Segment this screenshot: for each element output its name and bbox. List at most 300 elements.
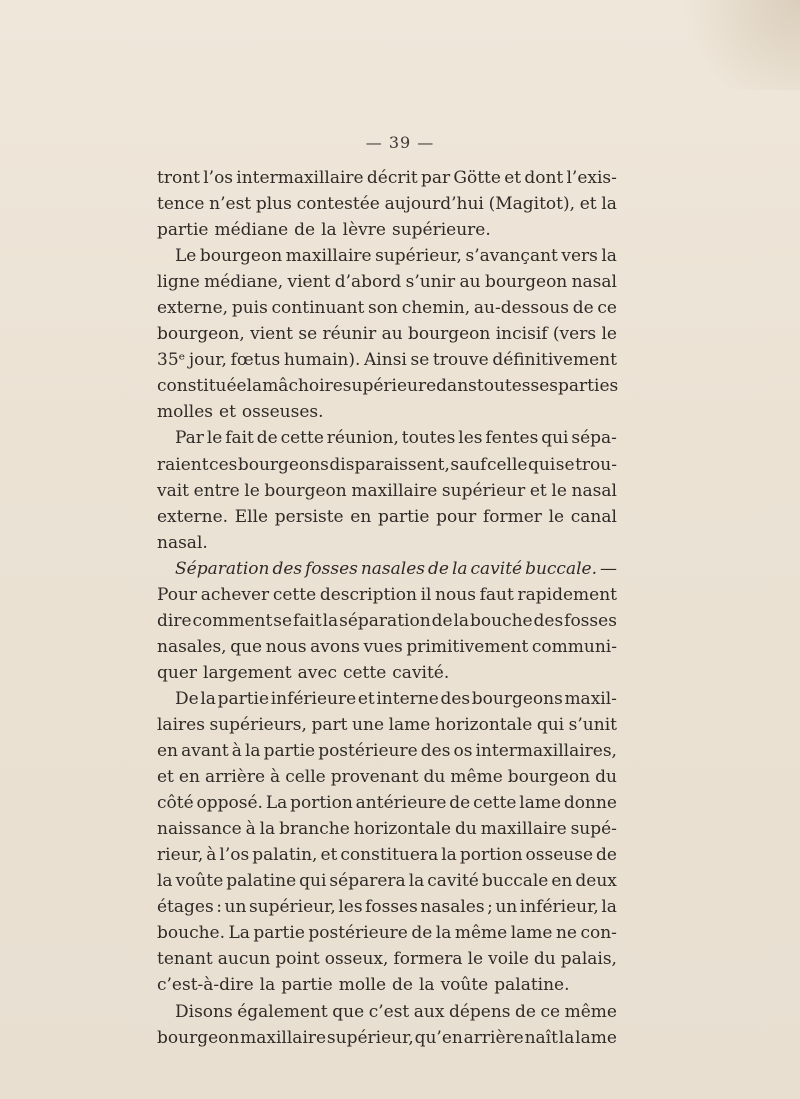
word: dont [524,168,564,188]
word: les [338,897,363,918]
word: de [411,923,433,944]
word: l’os [203,168,234,188]
word: d’abord [334,272,402,293]
word: branche [279,819,350,840]
text-line [157,920,617,946]
word: la [601,246,617,267]
word: supé- [570,819,617,840]
word: partie [157,220,209,241]
word: en [178,767,200,788]
word: portion [290,793,353,814]
word: cavité [470,558,523,579]
word: et [529,480,547,501]
word: se [298,324,318,345]
word: buccale. [525,558,597,579]
word: plus [255,194,292,215]
word: constituera [340,845,439,866]
word: palatine [226,871,297,892]
word: dépens [448,1001,511,1022]
word: fosses [305,558,358,579]
word: rieur, [157,845,204,866]
text-line [157,165,617,191]
word: ligne [157,272,200,293]
word: disparaissent, [329,454,450,475]
body-text [157,165,617,1051]
word: un [495,897,518,918]
word: côté [157,793,194,814]
word: naissance [157,819,242,840]
word: rapidement [517,584,617,605]
word: naît [524,1027,558,1048]
word: avec [297,662,337,683]
text-line [157,295,617,321]
word: nasales [420,897,485,918]
word: maxillaire [351,480,438,501]
word: supérieure [342,376,437,397]
word: Le [175,246,197,267]
word: cette [342,662,387,683]
word: ; [487,897,493,918]
word: la [435,923,452,944]
word: que [230,636,263,657]
word: incisif [495,324,548,345]
text-line [157,999,617,1025]
word: une [352,714,385,735]
text-line [157,816,617,842]
word: étages [157,897,214,918]
word: de [449,793,471,814]
word: tront [157,168,200,188]
word: maxillaire [240,1027,327,1048]
word: description [319,584,417,605]
word: externe. [157,506,229,527]
word: former [482,506,542,527]
word: osseux, [324,949,389,970]
word: de [294,220,316,241]
text-line [157,972,617,998]
word: du [595,767,617,788]
word: molles [157,402,214,423]
word: des [420,741,451,762]
word: de [596,845,617,866]
word: cavité. [392,662,450,683]
text-line [157,946,617,972]
word: lame [388,714,431,735]
word: la [322,610,339,631]
text-line [157,530,617,556]
word: nous [435,584,476,605]
word: donne [563,793,617,814]
word: celle [285,767,326,788]
word: se [273,610,293,631]
word: bourgeon, [157,324,245,345]
word: la [157,871,173,892]
word: de [256,428,278,449]
text-line [157,738,617,764]
word: avant [181,741,229,762]
text-line [157,269,617,295]
word: cette [272,584,317,605]
text-line [157,608,617,634]
word: ces [209,454,238,475]
word: cette [473,793,517,814]
word: puis [231,298,268,319]
word: en [350,506,372,527]
word: 35ᵉ [157,350,186,371]
word: osseuses. [241,402,324,423]
word: qui [541,428,569,449]
word: partie [281,975,333,996]
word: des [533,610,564,631]
word: : [216,897,222,918]
word: primitivement [406,636,529,657]
word: médiane [214,220,289,241]
word: (Magitot), [488,194,576,215]
word: toutes [401,428,456,449]
word: deux [575,871,617,892]
word: partie [217,688,270,709]
word: qui [528,454,556,475]
text-line [157,686,617,712]
word: ne [555,923,577,944]
paper-stain [660,0,800,90]
word: avons [310,636,360,657]
word: Par [175,428,204,449]
word: et [579,194,597,215]
word: séparation [339,610,431,631]
text-line [157,712,617,738]
word: c’est-à-dire [157,975,254,996]
word: bourgeon [199,246,283,267]
word: également [237,1001,328,1022]
word: trouve [432,350,489,371]
word: arrière [204,767,266,788]
word: horizontale [434,714,533,735]
word: à [231,741,242,762]
text-line [157,217,617,243]
word: os [453,741,473,762]
word: la [451,558,468,579]
word: palatin, [252,845,318,866]
word: interne [376,688,439,709]
word: supérieur [441,480,526,501]
word: nous [265,636,307,657]
word: celle [486,454,528,475]
word: que [332,1001,365,1022]
word: séparera [329,871,406,892]
word: un [224,897,247,918]
word: au-dessous [473,298,569,319]
word: la [408,871,425,892]
word: de [392,975,413,996]
word: supérieur, [248,897,336,918]
word: osseuse [525,845,594,866]
word: maxillaire [285,246,372,267]
word: le [244,480,260,501]
word: La [265,793,288,814]
word: bouche. [157,923,225,944]
word: il [420,584,432,605]
word: la [259,819,276,840]
text-line [157,1025,617,1051]
text-line [157,868,617,894]
word: (vers [552,324,597,345]
word: Elle [234,506,269,527]
word: vers [561,246,598,267]
word: cavité [427,871,479,892]
word: bourgeon [507,767,591,788]
word: molle [338,975,387,996]
word: trou- [575,454,617,475]
word: part [311,714,348,735]
word: l’os [219,845,250,866]
word: la [441,845,457,866]
word: Séparation [175,558,270,579]
word: lèvre [342,220,386,241]
word: arrière [463,1027,524,1048]
text-line [157,894,617,920]
word: qui [299,871,327,892]
word: sauf [450,454,487,475]
word: aucun [217,949,271,970]
word: cette [280,428,324,449]
word: postérieure [308,923,408,944]
word: continuant [271,298,365,319]
word: bouche [470,610,533,631]
word: qui [536,714,565,735]
word: le [548,506,565,527]
word: au [381,324,403,345]
word: bourgeon [484,272,568,293]
word: inférieur, [519,897,599,918]
word: fœtus [230,350,281,371]
word: vues [363,636,403,657]
word: laires [157,714,205,735]
word: ses [530,376,559,397]
word: se [410,350,430,371]
word: partie [377,506,430,527]
word: se [555,454,575,475]
page-number: — 39 — [365,133,435,152]
text-line [157,660,617,686]
text-line [157,399,617,425]
word: bourgeons [237,454,329,475]
word: et [219,402,236,423]
word: quer [157,662,198,683]
word: du [423,767,446,788]
word: largement [203,662,292,683]
word: la [418,975,435,996]
word: palatine. [494,975,570,996]
text-line [157,764,617,790]
word: inférieure [270,688,357,709]
word: partie [253,923,305,944]
word: le [551,480,567,501]
word: fait [225,428,254,449]
word: par [420,168,451,188]
word: nasales [360,558,426,579]
text-line [157,321,617,347]
word: réunir [322,324,377,345]
word: décrit [366,168,418,188]
word: nasal [571,480,617,501]
word: portion [459,845,523,866]
word: opposé. [196,793,263,814]
word: palais, [560,949,617,970]
word: la [259,975,276,996]
word: chemin, [401,298,471,319]
word: médiane, [204,272,284,293]
word: constituée [157,376,247,397]
word: du [454,819,477,840]
word: Disons [175,1001,233,1022]
word: de [572,298,594,319]
word: bourgeon [157,1027,240,1048]
word: intermaxillaires, [475,741,617,762]
word: voûte [175,871,224,892]
word: dire [157,610,192,631]
word: voûte [440,975,489,996]
text-line [157,582,617,608]
text-line [157,842,617,868]
word: formera [393,949,463,970]
word: réunion, [326,428,399,449]
word: nasales, [157,636,227,657]
word: et [504,168,522,188]
word: horizontale [353,819,452,840]
text-line [157,790,617,816]
word: parties [558,376,619,397]
word: tenant [157,949,213,970]
word: son [368,298,398,319]
word: fentes [485,428,539,449]
word: bourgeons [471,688,563,709]
word: même [450,767,503,788]
word: le [206,428,223,449]
word: n’est [209,194,252,215]
word: persiste [274,506,344,527]
word: la [245,741,261,762]
word: maxil- [564,688,617,709]
word: en [551,871,573,892]
word: intermaxillaire [236,168,364,188]
word: aux [413,1001,445,1022]
word: s’unir [405,272,456,293]
word: lame [510,923,553,944]
word: jour, [188,350,227,371]
word: canal [570,506,617,527]
word: voile [488,949,529,970]
word: communi- [531,636,617,657]
word: définitivement [492,350,617,371]
word: partie [263,741,316,762]
word: s’avançant [465,246,558,267]
word: vait [157,480,190,501]
word: nasal [571,272,617,293]
text-line [157,373,617,399]
word: la [601,897,617,918]
word: à [206,845,217,866]
word: supérieure. [391,220,491,241]
word: point [275,949,320,970]
word: de [431,610,453,631]
word: externe, [157,298,229,319]
text-line [157,347,617,373]
word: pour [436,506,477,527]
word: à [245,819,256,840]
word: le [467,949,484,970]
word: la [558,1027,575,1048]
text-line [157,504,617,530]
word: la [601,194,617,215]
word: au [459,272,481,293]
word: raient [157,454,209,475]
text-line [157,556,617,582]
word: contestée [296,194,380,215]
word: fosses [365,897,418,918]
word: la [200,688,216,709]
word: de [428,558,449,579]
word: c’est [368,1001,410,1022]
word: postérieure [318,741,418,762]
word: fosses [564,610,617,631]
word: même [564,1001,617,1022]
word: et [157,767,174,788]
word: buccale [481,871,549,892]
text-line [157,191,617,217]
word: des [272,558,303,579]
word: en [157,741,179,762]
word: De [175,688,199,709]
word: faut [479,584,514,605]
word: ce [540,1001,561,1022]
word: Ainsi [364,350,407,371]
word: nasal. [157,532,208,553]
word: Pour [157,584,198,605]
word: des [440,688,471,709]
word: du [533,949,556,970]
word: Götte [453,168,501,188]
word: con- [580,923,617,944]
word: — [599,558,617,579]
word: supérieur, [375,246,462,267]
word: bourgeon [264,480,347,501]
text-line [157,452,617,478]
word: supérieurs, [209,714,307,735]
text-line [157,478,617,504]
word: les [458,428,483,449]
word: vient [287,272,331,293]
word: qu’en [414,1027,463,1048]
word: et [357,688,375,709]
word: dans [436,376,477,397]
text-line [157,634,617,660]
word: la [246,376,263,397]
word: antérieure [355,793,447,814]
word: supérieur, [326,1027,414,1048]
word: provenant [330,767,419,788]
text-line [157,425,617,451]
word: achever [200,584,270,605]
word: de [515,1001,536,1022]
word: la [453,610,470,631]
word: ce [597,298,617,319]
word: à [270,767,281,788]
word: la [321,220,337,241]
word: même [454,923,508,944]
word: s’unit [568,714,617,735]
word: sépa- [571,428,617,449]
